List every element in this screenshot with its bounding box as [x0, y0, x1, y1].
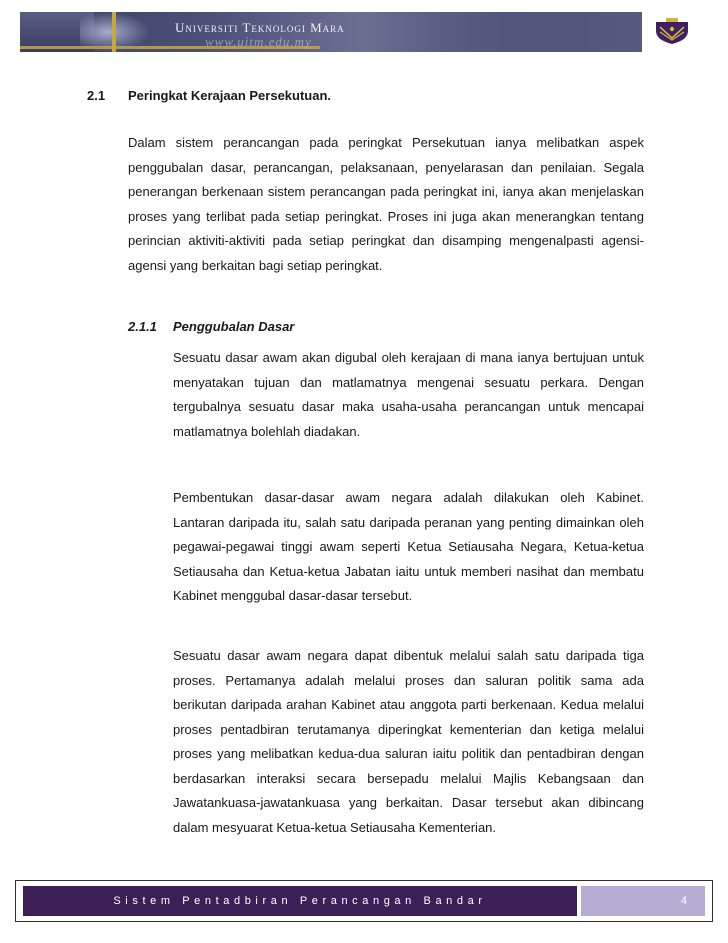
- page-footer: [15, 880, 713, 922]
- university-name: Universiti Teknologi Mara: [175, 20, 345, 35]
- section-intro-paragraph: [128, 131, 644, 278]
- paragraph-line: Sesuatu dasar awam akan digubal oleh kerajaan di mana ianya bertujuan untuk: [173, 350, 644, 365]
- paragraph-line: dalam mesyuarat Ketua-ketua Setiausaha Kementerian.: [173, 819, 497, 835]
- uitm-crest-icon: [654, 18, 690, 44]
- paragraph-2: [173, 486, 644, 609]
- subsection-title: Penggubalan Dasar: [173, 319, 295, 334]
- footer-inner: [23, 886, 705, 916]
- paragraph-line: proses pentadbiran terutamanya diperingkat kementerian dan ketiga melalui: [173, 721, 644, 737]
- banner-fade: [412, 12, 642, 52]
- paragraph-line: pegawai-pegawai tinggi awam seperti Ketua Setiausaha Negara, Ketua-ketua: [173, 539, 644, 554]
- section-title: Peringkat Kerajaan Persekutuan.: [128, 88, 332, 103]
- paragraph-line: berikutan daripada arahan Kabinet atau anggota parti berkenaan. Kedua melalui: [173, 697, 644, 712]
- paragraph-line: proses yang melibatkan kedua-dua saluran iaitu politik dan pentadbiran dengan: [173, 746, 644, 761]
- paragraph-line: tergubalnya sesuatu dasar maka usaha-usaha perancangan untuk mencapai: [173, 399, 644, 414]
- header-banner: [20, 12, 642, 52]
- paragraph-line: matlamatnya bolehlah diadakan.: [173, 423, 361, 439]
- paragraph-line: Sesuatu dasar awam negara dapat dibentuk melalui salah satu daripada tiga: [173, 648, 644, 663]
- paragraph-3: [173, 644, 644, 840]
- university-website: www.uitm.edu.my: [205, 34, 312, 49]
- intro-line: agensi yang berkaitan bagi setiap peringkat.: [128, 257, 383, 273]
- paragraph-line: Jawatankuasa-jawatankuasa yang berkaitan. Dasar tersebut akan dibincang: [173, 795, 644, 810]
- intro-line: perincian aktiviti-aktiviti pada setiap peringkat dan disamping mengenalpasti agensi-: [128, 233, 644, 248]
- paragraph-line: proses. Pertamanya adalah melalui proses dan saluran politik sama ada: [173, 672, 644, 688]
- section-number: 2.1: [87, 88, 106, 103]
- page-number: 4: [581, 886, 705, 916]
- footer-title: Sistem Pentadbiran Perancangan Bandar: [23, 886, 577, 916]
- paragraph-line: menyatakan tujuan dan matlamatnya mengenai sesuatu perkara. Dengan: [173, 374, 644, 390]
- subsection-number: 2.1.1: [128, 319, 157, 334]
- intro-line: penerangan berkenaan sistem perancangan pada peringkat ini, ianya akan menjelaskan: [128, 184, 644, 199]
- paragraph-line: Kabinet menggubal dasar-dasar tersebut.: [173, 588, 413, 603]
- paragraph-1: [173, 346, 644, 444]
- intro-line: Dalam sistem perancangan pada peringkat Persekutuan ianya melibatkan aspek: [128, 135, 644, 150]
- paragraph-line: Setiausaha dan Ketua-ketua Jabatan iaitu untuk memberi nasihat dan membatu: [173, 563, 644, 579]
- intro-line: proses yang terlibat pada setiap peringkat. Proses ini juga akan menerangkan tentang: [128, 208, 644, 224]
- paragraph-line: Pembentukan dasar-dasar awam negara adalah dilakukan oleh Kabinet.: [173, 490, 644, 505]
- paragraph-line: berdasarkan interaksi secara bersepadu melalui Majlis Kebangsaan dan: [173, 770, 644, 786]
- paragraph-line: Lantaran daripada itu, salah satu daripada peranan yang penting dimainkan oleh: [173, 514, 644, 530]
- intro-line: penggubalan dasar, perancangan, pelaksanaan, penyelarasan dan penilaian. Segala: [128, 159, 644, 175]
